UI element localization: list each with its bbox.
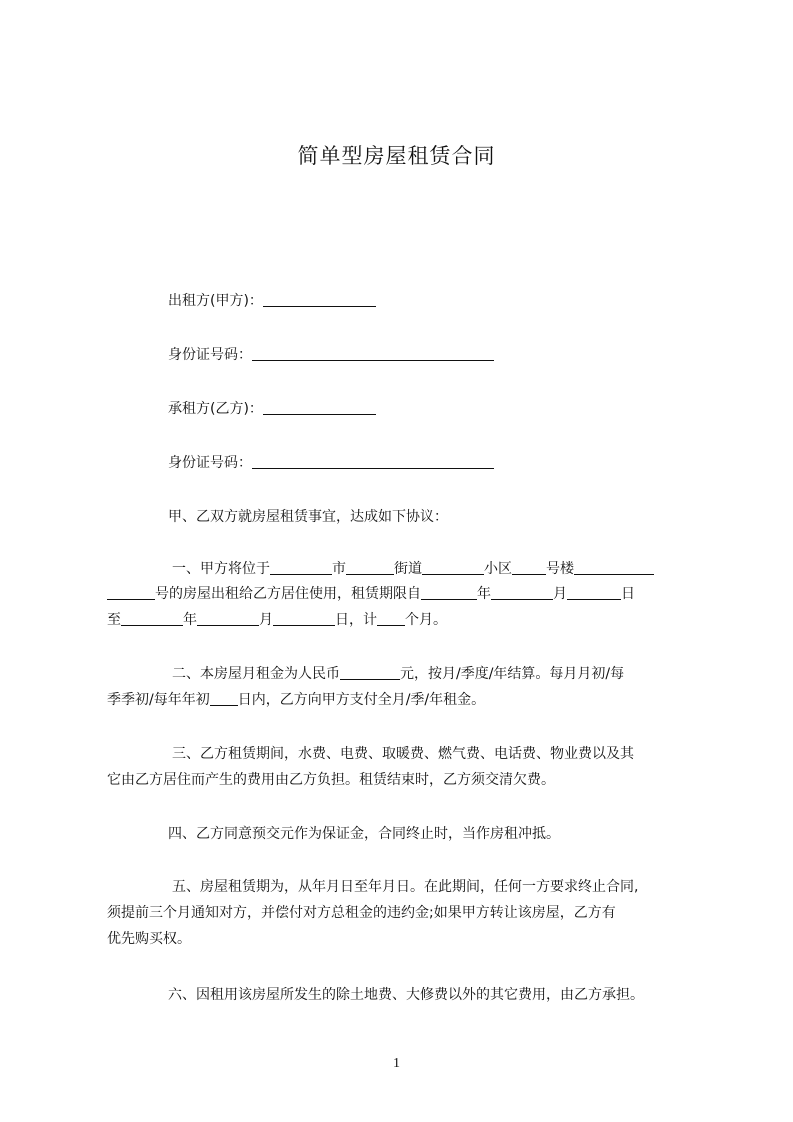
clause2-text-d: 日内，乙方向甲方支付全月/季/年租金。 <box>237 692 486 708</box>
clause1-text-e: 号楼 <box>546 561 574 577</box>
clause6-paragraph: 六、因租用该房屋所发生的除土地费、大修费以外的其它费用，由乙方承担。 <box>168 987 644 1003</box>
clause1-text-a: 一、甲方将位于 <box>172 561 270 577</box>
clause1-text-k: 年 <box>183 612 197 628</box>
clause5-line1: 五、房屋租赁期为，从年月日至年月日。在此期间，任何一方要求终止合同, <box>172 879 639 895</box>
clause1-line2 <box>107 580 635 608</box>
lessee-blank[interactable] <box>263 398 376 415</box>
lessor-id-label: 身份证号码： <box>168 347 252 363</box>
clause5-line3: 优先购买权。 <box>107 931 191 947</box>
clause1-text-l: 月 <box>259 612 273 628</box>
street-blank[interactable] <box>346 558 394 575</box>
lessor-blank[interactable] <box>263 290 376 307</box>
payment-days-blank[interactable] <box>210 689 238 706</box>
lessor-id-line <box>168 341 494 369</box>
end-year-blank[interactable] <box>121 609 183 626</box>
clause1-text-j: 至 <box>107 612 121 628</box>
building-blank[interactable] <box>512 558 546 575</box>
clause1-text-c: 街道 <box>394 561 422 577</box>
clause1-text-m: 日，计 <box>335 612 377 628</box>
clause2-text-a: 二、本房屋月租金为人民币 <box>172 666 340 682</box>
clause4-paragraph: 四、乙方同意预交元作为保证金，合同终止时，当作房租冲抵。 <box>168 826 560 842</box>
start-month-blank[interactable] <box>491 583 553 600</box>
clause2-line1 <box>172 660 624 688</box>
lessor-label: 出租方(甲方)： <box>168 293 263 309</box>
start-year-blank[interactable] <box>421 583 477 600</box>
clause5-line2: 须提前三个月通知对方，并偿付对方总租金的违约金;如果甲方转让该房屋，乙方有 <box>107 905 616 921</box>
lessee-id-label: 身份证号码： <box>168 455 252 471</box>
clause1-text-b: 市 <box>332 561 346 577</box>
unit-blank-1[interactable] <box>574 558 654 575</box>
clause1-line3 <box>107 606 447 634</box>
lessor-id-blank[interactable] <box>252 344 494 361</box>
clause1-text-d: 小区 <box>484 561 512 577</box>
clause1-text-h: 月 <box>553 586 567 602</box>
lessor-line <box>168 287 376 315</box>
start-day-blank[interactable] <box>567 583 621 600</box>
clause2-text-b: 元，按月/季度/年结算。每月月初/每 <box>400 666 625 682</box>
clause3-line2: 它由乙方居住而产生的费用由乙方负担。租赁结束时，乙方须交清欠费。 <box>107 772 555 788</box>
unit-blank-2[interactable] <box>107 583 155 600</box>
rent-amount-blank[interactable] <box>340 663 400 680</box>
clause2-text-c: 季季初/每年年初 <box>107 692 210 708</box>
clause1-text-f: 号的房屋出租给乙方居住使用，租赁期限自 <box>155 586 421 602</box>
community-blank[interactable] <box>422 558 484 575</box>
lessee-line <box>168 395 376 423</box>
lessee-id-line <box>168 449 494 477</box>
clause1-line1 <box>172 555 654 583</box>
end-month-blank[interactable] <box>197 609 259 626</box>
intro-paragraph: 甲、乙双方就房屋租赁事宜，达成如下协议： <box>168 509 448 525</box>
end-day-blank[interactable] <box>273 609 335 626</box>
clause1-text-i: 日 <box>621 586 635 602</box>
months-blank[interactable] <box>377 609 405 626</box>
document-title: 简单型房屋租赁合同 <box>297 144 496 168</box>
lessee-label: 承租方(乙方)： <box>168 401 263 417</box>
page-number: 1 <box>393 1056 400 1071</box>
lessee-id-blank[interactable] <box>252 452 494 469</box>
clause1-text-g: 年 <box>477 586 491 602</box>
clause3-line1: 三、乙方租赁期间，水费、电费、取暖费、燃气费、电话费、物业费以及其 <box>172 746 634 762</box>
clause2-line2 <box>107 686 485 714</box>
city-blank[interactable] <box>270 558 332 575</box>
clause1-text-n: 个月。 <box>405 612 447 628</box>
